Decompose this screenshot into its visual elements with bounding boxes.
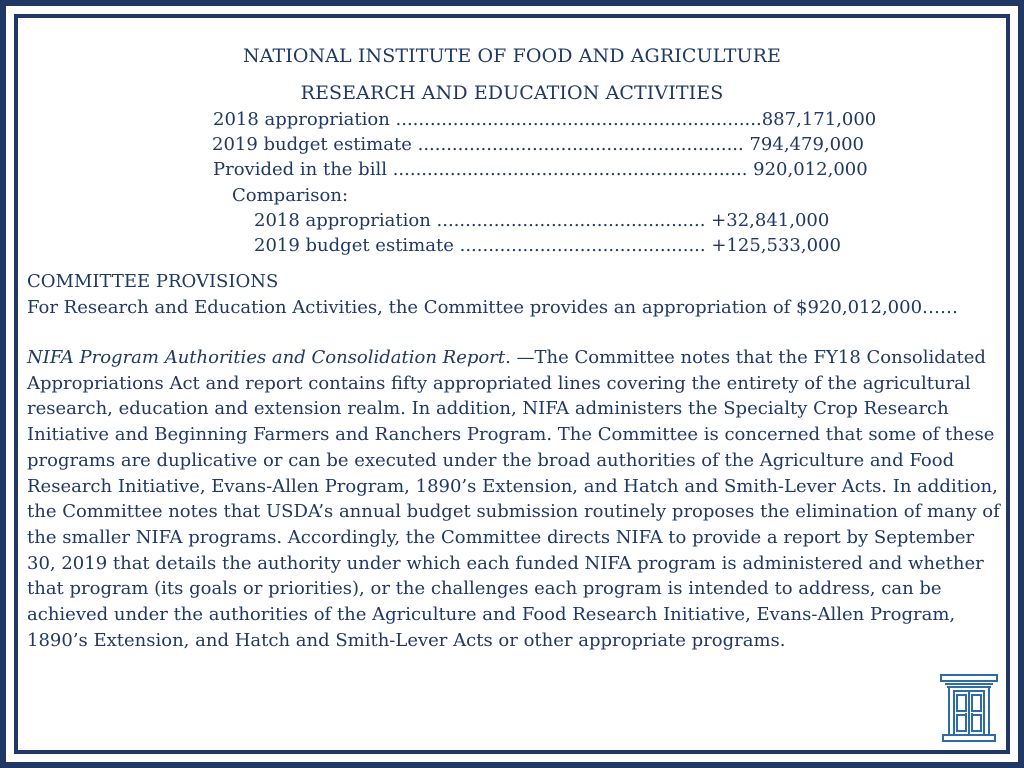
report-paragraph [27,345,1007,653]
provisions-heading: COMMITTEE PROVISIONS [27,271,279,292]
row-label: 2018 appropriation [254,210,431,231]
report-title: NIFA Program Authorities and Consolidation Report. [27,347,511,368]
row-value: +32,841,000 [711,210,830,231]
appropriation-row-provided [213,158,868,182]
comparison-row-2018 [254,209,829,233]
provisions-summary: For Research and Education Activities, the Committee provides an appropriation of $920,012,000…… [27,297,959,318]
row-value: 920,012,000 [753,159,868,180]
row-leader-dots: ......................................................... [411,134,750,155]
row-value: +125,533,000 [711,235,841,256]
report-body: —The Committee notes that the FY18 Consolidated Appropriations Act and report contains fifty appropriated lines covering the entirety of the agricultural research, education and extension realm. In addition, NIFA administers the Specialty Crop Research Initiative and Beginning Farmers and Ranchers Program. The Committee is concerned that some of these programs are duplicative or can be executed under the broad authorities of the Agriculture and Food Research Initiative, Evans-Allen Program, 1890’s Extension, and Hatch and Smith-Lever Acts. In addition, the Committee notes that USDA’s annual budget submission routinely proposes the elimination of many of the smaller NIFA programs. Accordingly, the Committee directs NIFA to provide a report by September 30, 2019 that details the authority under which each funded NIFA program is administered and whether that program (its goals or priorities), or the challenges each program is intended to address, can be achieved under the authorities of the Agriculture and Food Research Initiative, Evans-Allen Program, 1890’s Extension, and Hatch and Smith-Lever Acts or other appropriate programs. [27,347,1000,651]
comparison-label: Comparison: [232,185,349,206]
row-leader-dots: ................................................................ [389,109,762,130]
row-label: Provided in the bill [213,159,387,180]
page-title: NATIONAL INSTITUTE OF FOOD AND AGRICULTURE [242,45,782,67]
appropriation-row-2019-estimate [212,133,864,157]
row-value: 887,171,000 [761,109,877,130]
row-label: 2018 appropriation [213,109,390,130]
appropriation-row-2018 [213,108,876,132]
row-value: 794,479,000 [749,134,864,155]
page-subtitle: RESEARCH AND EDUCATION ACTIVITIES [300,82,724,104]
row-label: 2019 budget estimate [254,235,454,256]
row-leader-dots: ............................................... [430,210,712,231]
capitol-doors-icon [939,673,999,743]
row-leader-dots: ........................................... [453,235,712,256]
comparison-row-2019-estimate [254,234,841,258]
row-leader-dots: .............................................................. [386,159,754,180]
row-label: 2019 budget estimate [212,134,412,155]
